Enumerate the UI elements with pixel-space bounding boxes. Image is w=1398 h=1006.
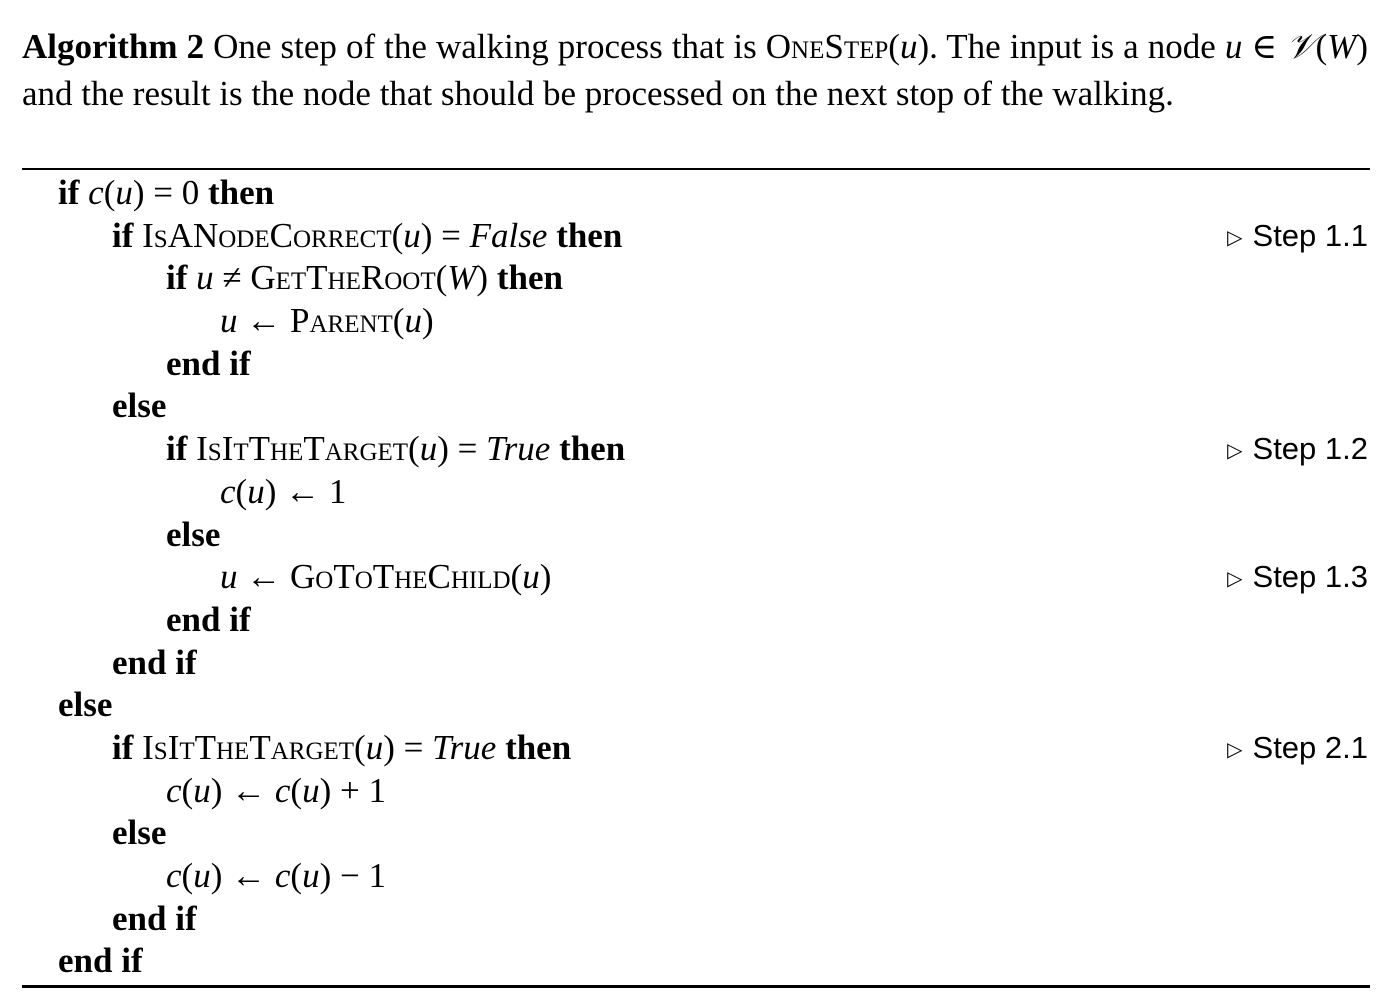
keyword: if: [58, 173, 89, 212]
step-label: Step 1.2: [1252, 431, 1368, 467]
algorithm-line: [0, 471, 1398, 514]
text: (: [391, 215, 404, 255]
algorithm-line: [0, 385, 1398, 428]
keyword: then: [547, 215, 623, 255]
algorithm-line: [0, 172, 1398, 215]
text: ) ←: [210, 856, 275, 895]
text: (: [435, 258, 448, 298]
text: ). The input is a node: [917, 27, 1225, 66]
procedure-name: IsItTheTarget: [142, 727, 355, 767]
keyword: then: [208, 173, 275, 212]
keyword: else: [112, 813, 167, 853]
algorithm-line: [0, 514, 1398, 557]
keyword: end if: [112, 642, 197, 682]
text: ) ←: [210, 770, 275, 810]
step-comment: [1227, 727, 1368, 772]
procedure-name: GoToTheChild: [290, 557, 511, 597]
procedure-name: IsItTheTarget: [196, 429, 409, 469]
text: ←: [237, 301, 290, 341]
text: (: [408, 429, 420, 469]
keyword: then: [496, 727, 572, 767]
step-label: Step 1.3: [1252, 559, 1368, 595]
text: ∈: [1242, 27, 1287, 66]
math-variable: u: [403, 215, 421, 255]
triangle-comment-icon: ▷: [1227, 568, 1243, 591]
triangle-comment-icon: ▷: [1227, 440, 1243, 463]
keyword: then: [550, 429, 626, 469]
text: ) and the result is the node that should be processed on the next stop of the walking.: [22, 27, 1368, 113]
keyword: if: [166, 258, 197, 298]
math-variable: c: [274, 770, 291, 810]
text: ←: [237, 557, 290, 597]
math-variable: u: [115, 173, 133, 212]
math-variable: u: [196, 258, 214, 298]
text: (: [290, 856, 303, 895]
procedure-name: Parent: [290, 301, 393, 341]
math-variable: False: [469, 215, 548, 255]
keyword: else: [58, 685, 113, 725]
text: (: [290, 770, 303, 810]
algorithm-line: [0, 855, 1398, 898]
procedure-name: IsANodeCorrect: [142, 215, 392, 255]
algorithm-line: [0, 300, 1398, 343]
algorithm-body: [0, 172, 1398, 983]
text: ) + 1: [319, 770, 386, 810]
triangle-comment-icon: ▷: [1227, 226, 1243, 249]
math-variable: u: [419, 429, 438, 469]
math-variable: u: [220, 557, 238, 597]
text: (: [103, 173, 116, 212]
algorithm-line: [0, 898, 1398, 941]
keyword: end if: [166, 599, 251, 639]
text: (: [181, 856, 194, 895]
text: ) − 1: [319, 856, 386, 895]
text: (: [181, 770, 194, 810]
math-variable: u: [247, 471, 265, 511]
step-comment: [1227, 215, 1368, 260]
text: (: [354, 727, 366, 767]
text: (: [235, 471, 248, 511]
math-variable: u: [899, 27, 918, 66]
text: (: [888, 27, 900, 66]
math-variable: c: [274, 856, 291, 895]
algorithm-line: [0, 812, 1398, 855]
text: One step of the walking process that is: [204, 27, 766, 66]
algorithm-caption: [22, 24, 1368, 117]
step-label: Step 1.1: [1252, 217, 1368, 253]
bottom-rule: [22, 985, 1370, 988]
algorithm-line: [0, 257, 1398, 300]
math-variable: u: [1224, 27, 1243, 66]
keyword: then: [496, 258, 563, 298]
math-variable: 𝒱: [1286, 27, 1316, 66]
text: (: [392, 301, 405, 341]
keyword: end if: [166, 343, 251, 383]
algorithm-line: [0, 428, 1398, 471]
algorithm-line: [0, 642, 1398, 685]
text: ) =: [437, 429, 487, 469]
keyword: if: [166, 429, 197, 469]
keyword: end if: [58, 941, 143, 981]
text: ) =: [420, 215, 470, 255]
math-variable: W: [447, 258, 477, 298]
math-variable: u: [193, 770, 211, 810]
algorithm-line: [0, 684, 1398, 727]
math-variable: u: [365, 727, 384, 767]
math-variable: True: [486, 429, 551, 469]
procedure-name: GetTheRoot: [250, 258, 436, 298]
text: (: [1315, 27, 1328, 66]
math-variable: u: [522, 557, 540, 597]
text: ) ← 1: [264, 471, 347, 511]
keyword: Algorithm 2: [22, 27, 205, 66]
text: ) =: [383, 727, 433, 767]
algorithm-line: [0, 770, 1398, 813]
text: ): [421, 301, 434, 341]
algorithm-line: [0, 343, 1398, 386]
math-variable: u: [193, 856, 211, 895]
math-variable: c: [220, 471, 236, 511]
math-variable: W: [1327, 27, 1357, 66]
algorithm-line: [0, 599, 1398, 642]
text: ≠: [213, 258, 251, 298]
text: ): [476, 258, 497, 298]
top-rule: [22, 168, 1370, 170]
algorithm-line: [0, 940, 1398, 983]
step-label: Step 2.1: [1252, 729, 1368, 765]
algorithm-line: [0, 727, 1398, 770]
step-comment: [1227, 556, 1368, 601]
math-variable: c: [88, 173, 104, 212]
math-variable: u: [302, 770, 320, 810]
math-variable: u: [220, 301, 238, 341]
algorithm-line: [0, 556, 1398, 599]
math-variable: True: [432, 727, 497, 767]
math-variable: c: [166, 856, 182, 895]
math-variable: c: [166, 770, 182, 810]
procedure-name: OneStep: [765, 27, 889, 66]
keyword: if: [112, 727, 143, 767]
step-comment: [1227, 428, 1368, 473]
algorithm-line: [0, 215, 1398, 258]
keyword: else: [166, 514, 221, 554]
text: ) = 0: [132, 173, 208, 212]
keyword: if: [112, 215, 143, 255]
math-variable: u: [302, 856, 320, 895]
math-variable: u: [404, 301, 422, 341]
triangle-comment-icon: ▷: [1227, 738, 1243, 761]
text: (: [510, 557, 523, 597]
keyword: else: [112, 386, 167, 426]
keyword: end if: [112, 898, 197, 938]
text: ): [539, 557, 552, 597]
